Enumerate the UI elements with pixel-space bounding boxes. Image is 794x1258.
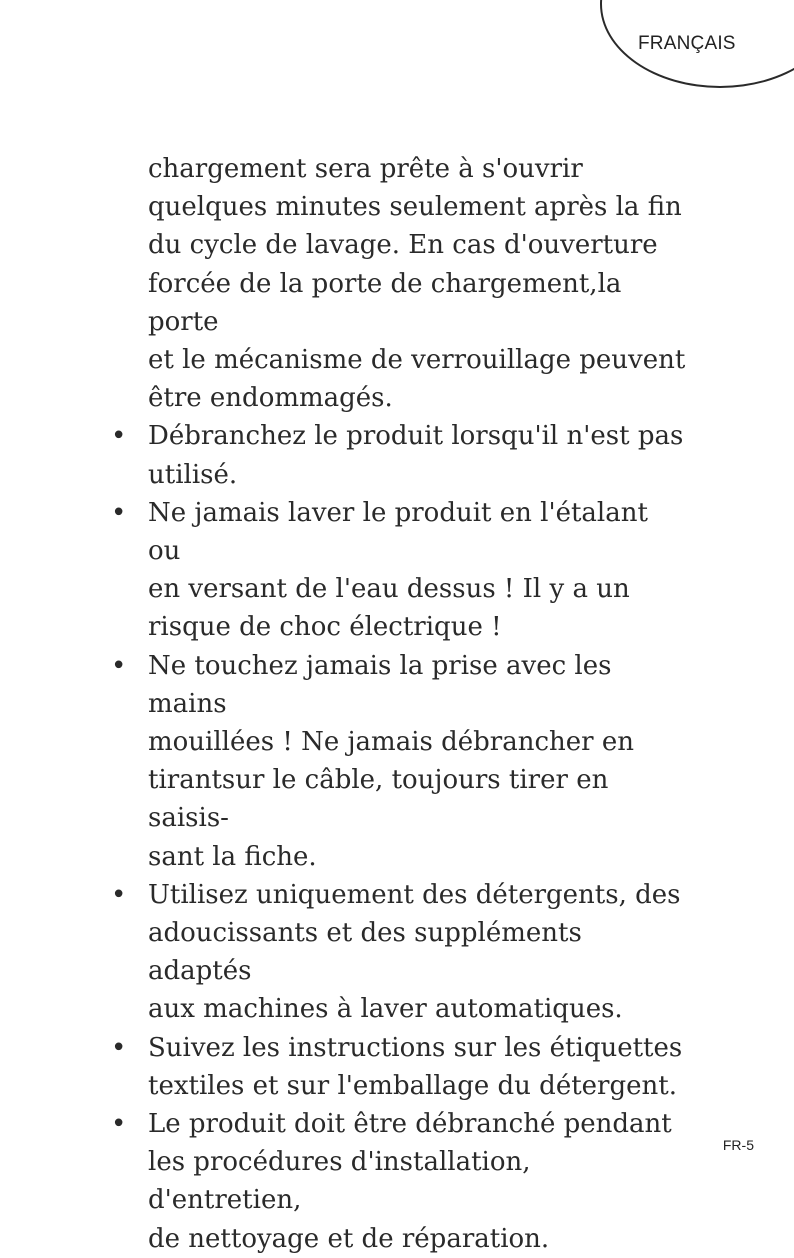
- text-line: aux machines à laver automatiques.: [148, 994, 623, 1025]
- text-line: forcée de la porte de chargement,la porte: [148, 268, 622, 337]
- text-line: Débranchez le produit lorsqu'il n'est pas: [148, 421, 684, 452]
- bullet: •: [111, 879, 127, 910]
- text-line: en versant de l'eau dessus ! Il y a un: [148, 574, 630, 605]
- text-line: être endommagés.: [148, 383, 393, 414]
- text-line: et le mécanisme de verrouillage peuvent: [148, 345, 686, 376]
- bullet: •: [111, 1032, 127, 1063]
- text-line: risque de choc électrique !: [148, 612, 502, 643]
- text-line: tirantsur le câble, toujours tirer en saisis-: [148, 765, 609, 834]
- bullet: •: [111, 1109, 127, 1140]
- bullet: •: [111, 421, 127, 452]
- list-item: [111, 876, 688, 1029]
- text-line: adoucissants et des suppléments adaptés: [148, 918, 582, 987]
- text-line: Le produit doit être débranché pendant: [148, 1109, 672, 1140]
- text-line: Ne touchez jamais la prise avec les mains: [148, 650, 612, 719]
- text-line: Suivez les instructions sur les étiquettes: [148, 1032, 683, 1063]
- body-text: [111, 150, 688, 1258]
- text-line: Ne jamais laver le produit en l'étalant ou: [148, 497, 648, 567]
- list-item: [111, 1029, 688, 1105]
- text-line: textiles et sur l'emballage du détergent.: [148, 1070, 677, 1101]
- safety-instructions-list: [111, 417, 688, 1257]
- page-number: FR-5: [722, 1137, 754, 1153]
- list-item: [111, 1105, 688, 1258]
- text-line: les procédures d'installation, d'entretien,: [148, 1147, 531, 1216]
- list-item: [111, 494, 688, 647]
- text-line: de nettoyage et de réparation.: [148, 1223, 550, 1254]
- text-line: Utilisez uniquement des détergents, des: [148, 879, 681, 910]
- text-line: utilisé.: [148, 459, 238, 490]
- intro-paragraph: [148, 150, 688, 417]
- text-line: chargement sera prête à s'ouvrir: [148, 154, 583, 184]
- text-line: quelques minutes seulement après la fin: [148, 192, 682, 223]
- text-line: sant la fiche.: [148, 841, 317, 872]
- list-item: [111, 647, 688, 876]
- language-label: FRANÇAIS: [638, 33, 736, 54]
- text-line: du cycle de lavage. En cas d'ouverture: [148, 230, 658, 261]
- list-item: [111, 417, 688, 493]
- bullet: •: [111, 497, 127, 528]
- bullet: •: [111, 650, 127, 681]
- text-line: mouillées ! Ne jamais débrancher en: [148, 727, 635, 758]
